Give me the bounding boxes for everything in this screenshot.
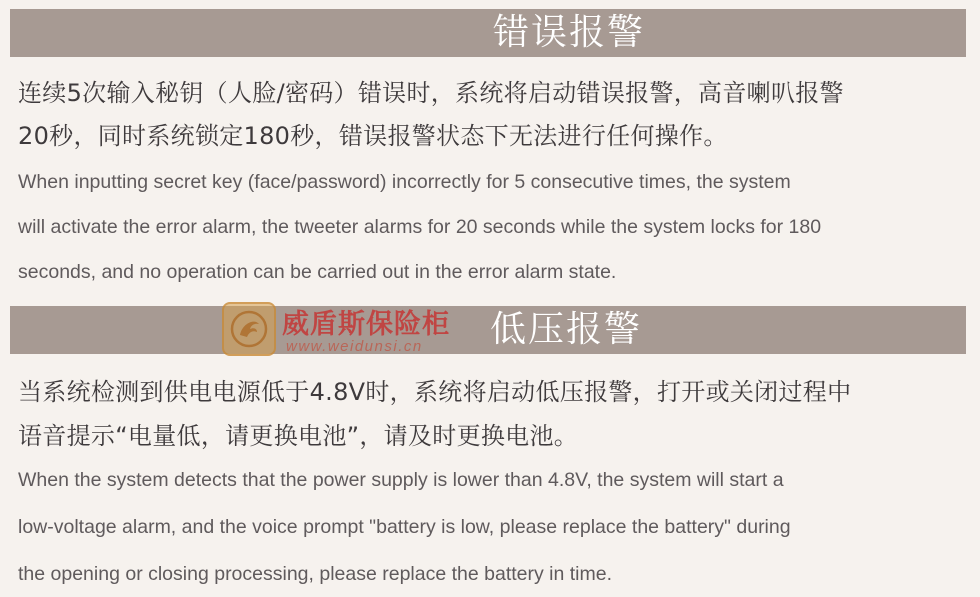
section-header-error-alarm: [10, 9, 966, 57]
error-alarm-zh-line-2: 20秒，同时系统锁定180秒，错误报警状态下无法进行任何操作。: [18, 122, 728, 150]
section-title-low-voltage-alarm: 低压报警: [490, 309, 643, 350]
watermark-brand-name: 威盾斯保险柜: [282, 309, 450, 340]
low-voltage-zh-line-1: 当系统检测到供电电源低于4.8V时，系统将启动低压报警，打开或关闭过程中: [18, 378, 852, 406]
low-voltage-en-line-1: When the system detects that the power supply is lower than 4.8V, the system will start a: [18, 469, 784, 491]
error-alarm-zh-line-1: 连续5次输入秘钥（人脸/密码）错误时，系统将启动错误报警，高音喇叭报警: [18, 79, 844, 107]
error-alarm-en-line-1: When inputting secret key (face/password) incorrectly for 5 consecutive times, the system: [18, 171, 791, 193]
low-voltage-en-line-2: low-voltage alarm, and the voice prompt "battery is low, please replace the battery" during: [18, 516, 791, 538]
error-alarm-en-line-2: will activate the error alarm, the tweeter alarms for 20 seconds while the system locks for 180: [18, 216, 822, 238]
section-title-error-alarm: 错误报警: [493, 12, 646, 53]
watermark: [222, 300, 490, 362]
low-voltage-en-line-3: the opening or closing processing, please replace the battery in time.: [18, 563, 613, 585]
low-voltage-zh-line-2: 语音提示“电量低，请更换电池”，请及时更换电池。: [18, 422, 579, 450]
phoenix-logo-icon: [222, 302, 276, 356]
error-alarm-en-line-3: seconds, and no operation can be carried out in the error alarm state.: [18, 261, 617, 283]
watermark-url: www.weidunsi.cn: [286, 338, 423, 355]
